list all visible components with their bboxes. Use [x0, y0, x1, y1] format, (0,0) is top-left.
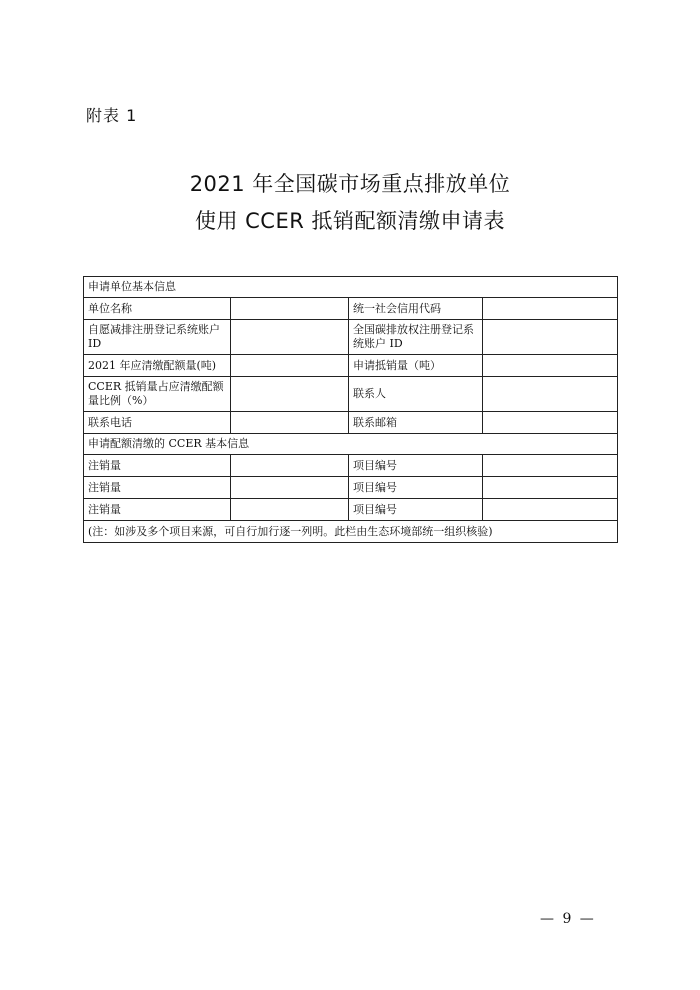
section-header-row	[84, 277, 618, 298]
field-value-cell[interactable]	[231, 499, 349, 521]
field-label: 项目编号	[349, 477, 483, 499]
field-label: 联系电话	[84, 412, 231, 434]
field-label: 注销量	[84, 455, 231, 477]
field-label: 联系邮箱	[349, 412, 483, 434]
field-label: 注销量	[84, 499, 231, 521]
field-value-cell[interactable]	[483, 355, 618, 377]
field-value-cell[interactable]	[231, 377, 349, 412]
field-value-cell[interactable]	[231, 412, 349, 434]
field-value-cell[interactable]	[483, 377, 618, 412]
form-row	[84, 298, 618, 320]
field-label: 注销量	[84, 477, 231, 499]
field-value-cell[interactable]	[231, 455, 349, 477]
field-label: 2021 年应清缴配额量(吨)	[84, 355, 231, 377]
section-header-row	[84, 434, 618, 455]
section-header-ccer-info: 申请配额清缴的 CCER 基本信息	[84, 434, 618, 455]
section-header-applicant-info: 申请单位基本信息	[84, 277, 618, 298]
field-value-cell[interactable]	[483, 499, 618, 521]
field-label: 统一社会信用代码	[349, 298, 483, 320]
document-title-line-2: 使用 CCER 抵销配额清缴申请表	[194, 209, 506, 233]
form-row	[84, 355, 618, 377]
field-label: 单位名称	[84, 298, 231, 320]
document-title-line-1: 2021 年全国碳市场重点排放单位	[189, 172, 511, 196]
field-label: 项目编号	[349, 455, 483, 477]
field-value-cell[interactable]	[231, 477, 349, 499]
field-value-cell[interactable]	[231, 298, 349, 320]
form-row	[84, 377, 618, 412]
field-value-cell[interactable]	[483, 320, 618, 355]
field-value-cell[interactable]	[483, 298, 618, 320]
field-label: 项目编号	[349, 499, 483, 521]
field-label: 联系人	[349, 377, 483, 412]
note-row	[84, 521, 618, 543]
form-row	[84, 412, 618, 434]
annex-label: 附表 1	[86, 106, 138, 125]
field-value-cell[interactable]	[231, 355, 349, 377]
form-row	[84, 320, 618, 355]
field-label: 全国碳排放权注册登记系统账户 ID	[349, 320, 483, 355]
field-label: CCER 抵销量占应清缴配额量比例（%）	[84, 377, 231, 412]
field-value-cell[interactable]	[483, 477, 618, 499]
field-value-cell[interactable]	[483, 412, 618, 434]
field-label: 申请抵销量（吨）	[349, 355, 483, 377]
field-value-cell[interactable]	[231, 320, 349, 355]
ccer-row	[84, 499, 618, 521]
ccer-row	[84, 477, 618, 499]
form-note: (注：如涉及多个项目来源，可自行加行逐一列明。此栏由生态环境部统一组织核验)	[84, 521, 618, 543]
field-label: 自愿减排注册登记系统账户 ID	[84, 320, 231, 355]
application-form-table	[83, 276, 618, 543]
field-value-cell[interactable]	[483, 455, 618, 477]
ccer-row	[84, 455, 618, 477]
page-number: — 9 —	[540, 911, 596, 927]
